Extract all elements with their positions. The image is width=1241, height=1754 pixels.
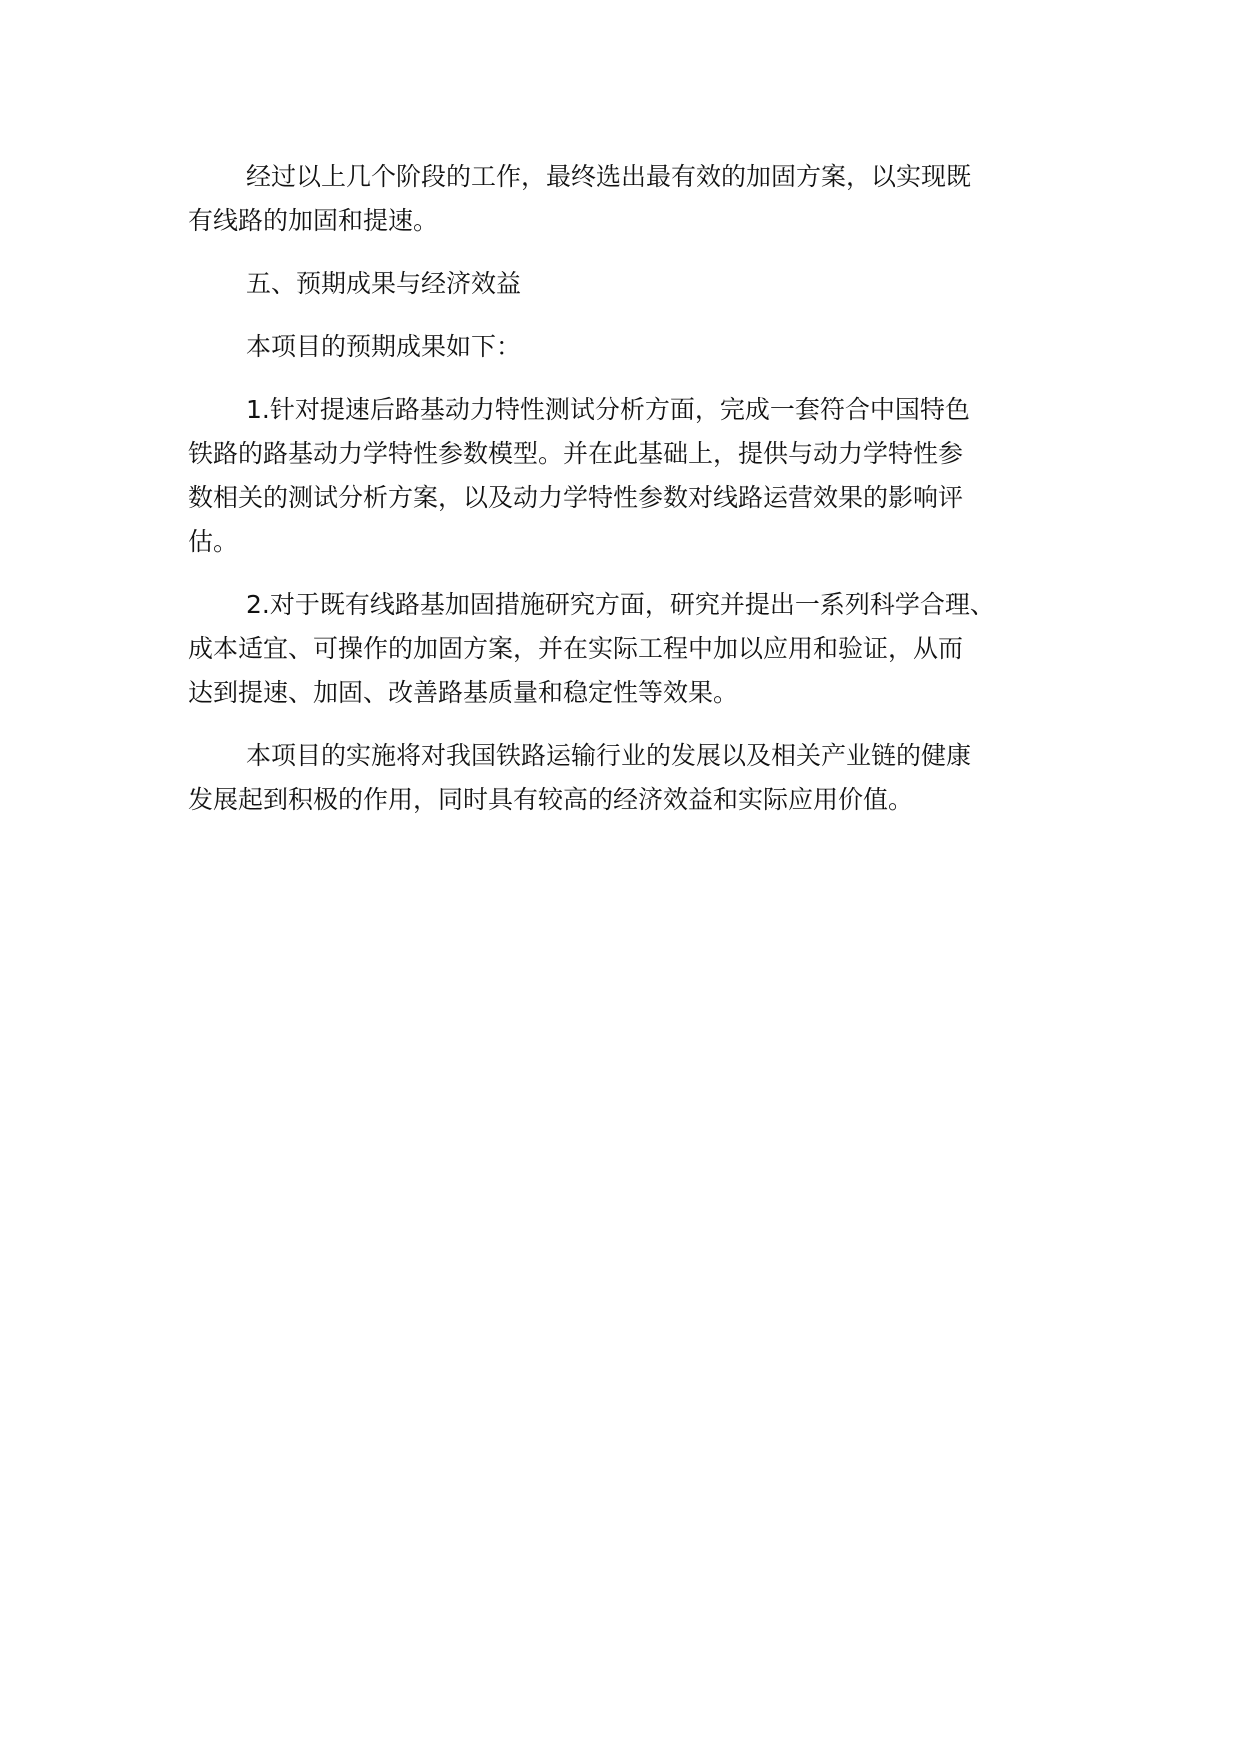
text-line: 估。: [188, 527, 239, 556]
text-line: 本项目的预期成果如下：: [246, 332, 522, 361]
text-line: 本项目的实施将对我国铁路运输行业的发展以及相关产业链的健康: [246, 741, 972, 770]
text-line: 成本适宜、可操作的加固方案，并在实际工程中加以应用和验证，从而: [188, 634, 964, 663]
paragraph-reinforcement-conclusion: [188, 155, 1068, 243]
section-heading-text: 五、预期成果与经济效益: [246, 269, 522, 298]
text-line: 1.针对提速后路基动力特性测试分析方面，完成一套符合中国特色: [246, 395, 970, 424]
text-line: 铁路的路基动力学特性参数模型。并在此基础上，提供与动力学特性参: [188, 439, 964, 468]
text-line: 达到提速、加固、改善路基质量和稳定性等效果。: [188, 678, 739, 707]
text-line: 有线路的加固和提速。: [188, 206, 439, 235]
paragraph-expected-results-intro: [188, 325, 1068, 369]
text-line: 2.对于既有线路基加固措施研究方面，研究并提出一系列科学合理、: [246, 590, 995, 619]
paragraph-result-item-2: [188, 583, 1068, 715]
text-line: 发展起到积极的作用，同时具有较高的经济效益和实际应用价值。: [188, 785, 914, 814]
text-line: 数相关的测试分析方案，以及动力学特性参数对线路运营效果的影响评: [188, 483, 964, 512]
document-body: [188, 155, 1068, 841]
paragraph-result-item-1: [188, 388, 1068, 564]
section-heading: [188, 262, 1068, 306]
text-line: 经过以上几个阶段的工作，最终选出最有效的加固方案，以实现既: [246, 162, 972, 191]
paragraph-economic-benefit: [188, 734, 1068, 822]
